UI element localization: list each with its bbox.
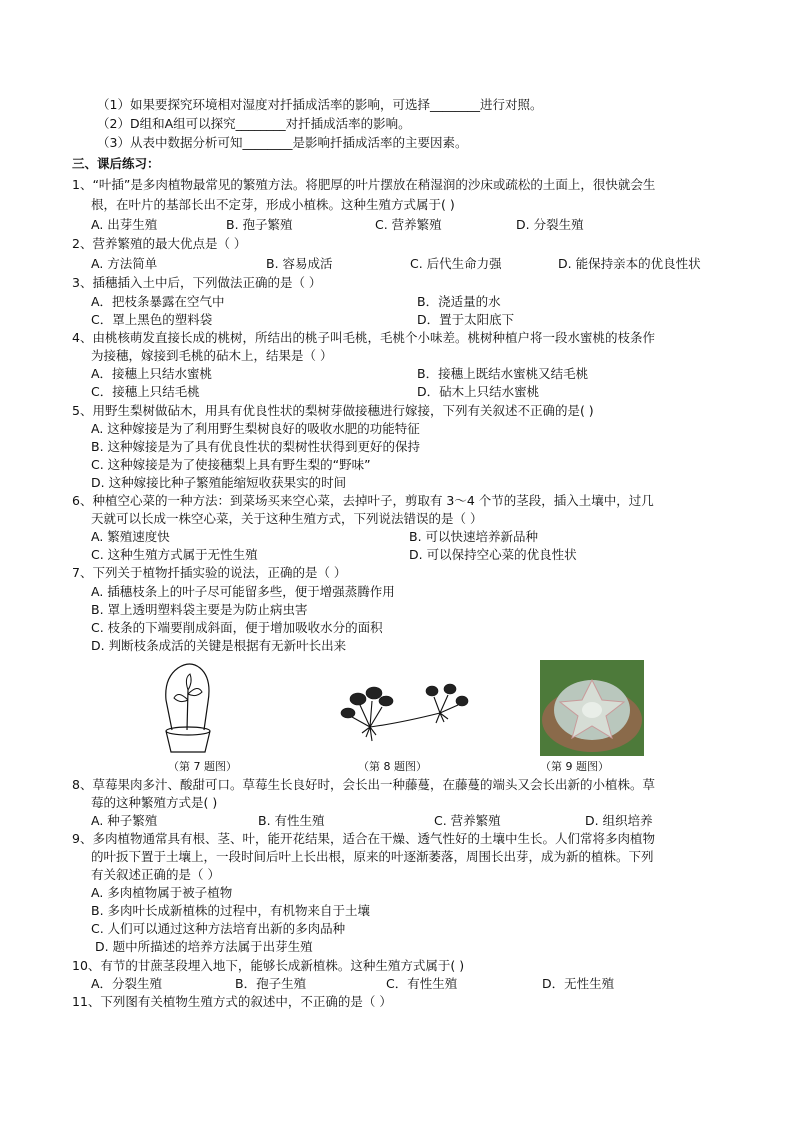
daughter-leaf [426,686,438,696]
q10-option-b: B．孢子生殖 [235,976,307,991]
q5-stem: 5、用野生梨树做砧木，用具有优良性状的梨树芽做接穗进行嫁接，下列有关叙述不正确的是( ) [72,403,594,418]
figure-7-caption: （第 7 题图） [168,760,237,773]
sub-question-3: （3）从表中数据分析可知________是影响扦插成活率的主要因素。 [97,135,468,150]
q3-stem: 3、插穗插入土中后，下列做法正确的是（ ） [72,275,322,290]
q9-option-a: A. 多肉植物属于被子植物 [91,885,233,900]
q8-stem-line1: 8、草莓果肉多汁、酸甜可口。草莓生长良好时，会长出一种藤蔓，在藤蔓的端头又会长出新的小植株。草 [72,777,655,792]
q9-stem-line2: 的叶扳下置于土壤上，一段时间后叶上长出根，原来的叶逐渐萎落，周围长出芽，成为新的植株。下列 [91,849,654,864]
q2-option-b: B. 容易成活 [266,256,333,271]
q8-stem-line2: 莓的这种繁殖方式是( ) [91,795,218,810]
q2-stem: 2、营养繁殖的最大优点是（ ） [72,236,247,251]
q6-option-a: A. 繁殖速度快 [91,529,170,544]
figure-8-strawberry-runner [340,675,475,750]
q1-option-c: C. 营养繁殖 [375,217,442,232]
sub-question-1: （1）如果要探究环境相对湿度对扦插成活率的影响，可选择________进行对照。 [97,97,543,112]
runner-stem [370,713,440,727]
q10-option-c: C．有性生殖 [386,976,458,991]
q7-option-c: C. 枝条的下端要削成斜面，便于增加吸收水分的面积 [91,620,383,635]
parent-leaf [366,687,382,699]
q2-option-a: A. 方法简单 [91,256,158,271]
q9-option-b: B. 多肉叶长成新植株的过程中，有机物来自于土壤 [91,903,371,918]
q1-option-a: A. 出芽生殖 [91,217,158,232]
q1-option-d: D. 分裂生殖 [516,217,584,232]
section-title: 三、课后练习： [72,156,160,171]
q11-stem: 11、下列图有关植物生殖方式的叙述中，不正确的是（ ） [72,994,392,1009]
q7-stem: 7、下列关于植物扦插实验的说法，正确的是（ ） [72,565,347,580]
q3-option-d: D．置于太阳底下 [417,312,515,327]
q9-stem-line1: 9、多肉植物通常具有根、茎、叶，能开花结果，适合在干燥、透气性好的土壤中生长。人们常将多肉植物 [72,831,655,846]
q8-option-a: A. 种子繁殖 [91,813,158,828]
q9-option-d: D. 题中所描述的培养方法属于出芽生殖 [95,939,313,954]
q5-option-d: D. 这种嫁接比种子繁殖能缩短收获果实的时间 [91,475,347,490]
parent-roots [362,727,376,741]
q5-option-c: C. 这种嫁接是为了使接穗梨上具有野生梨的“野味” [91,457,371,472]
q6-option-c: C. 这种生殖方式属于无性生殖 [91,547,258,562]
q1-stem-line1: 1、“叶插”是多肉植物最常见的繁殖方法。将肥厚的叶片摆放在稍湿润的沙床或疏松的土面上，很快就会生 [72,177,656,192]
leaf-right [188,688,202,695]
leaf-left [174,694,188,701]
q4-option-d: D．砧木上只结水蜜桃 [417,384,540,399]
q1-option-b: B. 孢子繁殖 [226,217,293,232]
q2-option-c: C. 后代生命力强 [410,256,502,271]
figure-9-succulent-photo [540,660,644,756]
q4-option-a: A．接穗上只结水蜜桃 [91,366,213,381]
q8-option-b: B. 有性生殖 [258,813,325,828]
parent-leaf [341,708,355,718]
q6-stem-line1: 6、种植空心菜的一种方法：到菜场买来空心菜，去掉叶子，剪取有 3～4 个节的茎段，插入土壤中，过几 [72,493,654,508]
rosette-center [582,702,602,718]
q6-stem-line2: 天就可以长成一株空心菜，关于这种生殖方式，下列说法错误的是（ ） [91,511,483,526]
sub-question-2: （2）D组和A组可以探究________对扦插成活率的影响。 [97,116,411,131]
q10-option-a: A．分裂生殖 [91,976,163,991]
daughter-leaf [444,684,456,694]
q2-option-d: D. 能保持亲本的优良性状 [558,256,701,271]
q3-option-c: C．罩上黑色的塑料袋 [91,312,213,327]
q7-option-d: D. 判断枝条成活的关键是根据有无新叶长出来 [91,638,347,653]
q5-option-b: B. 这种嫁接是为了具有优良性状的梨树性状得到更好的保持 [91,439,421,454]
q8-option-c: C. 营养繁殖 [434,813,501,828]
q4-option-c: C．接穗上只结毛桃 [91,384,200,399]
daughter-roots [436,713,448,723]
leaf-top [186,674,191,690]
q3-option-a: A．把枝条暴露在空气中 [91,294,225,309]
q5-option-a: A. 这种嫁接是为了利用野生梨树良好的吸收水肥的功能特征 [91,421,420,436]
daughter-leaf [456,696,468,706]
parent-leaf [379,696,393,706]
q6-option-b: B. 可以快速培养新品种 [409,529,539,544]
figure-8-caption: （第 8 题图） [358,760,427,773]
q4-stem-line1: 4、由桃核萌发直接长成的桃树，所结出的桃子叫毛桃，毛桃个小味差。桃树种植户将一段水蜜桃的枝条作 [72,330,655,345]
parent-leaf [350,693,366,705]
figure-7-cutting-pot [158,660,218,755]
pot-rim [166,727,210,735]
daughter-stems [434,695,458,713]
q7-option-a: A. 插穗枝条上的叶子尽可能留多些，便于增强蒸腾作用 [91,584,395,599]
figure-9-caption: （第 9 题图） [540,760,609,773]
q10-option-d: D．无性生殖 [542,976,615,991]
q6-option-d: D. 可以保持空心菜的优良性状 [409,547,577,562]
q9-stem-line3: 有关叙述正确的是（ ） [91,867,220,882]
q8-option-d: D. 组织培养 [585,813,653,828]
cutting-stem [187,690,188,730]
q3-option-b: B．浇适量的水 [417,294,501,309]
q7-option-b: B. 罩上透明塑料袋主要是为防止病虫害 [91,602,308,617]
q9-option-c: C. 人们可以通过这种方法培育出新的多肉品种 [91,921,346,936]
q1-stem-line2: 根，在叶片的基部长出不定芽，形成小植株。这种生殖方式属于( ) [91,197,455,212]
q4-stem-line2: 为接穗，嫁接到毛桃的砧木上，结果是（ ） [91,348,333,363]
q4-option-b: B．接穗上既结水蜜桃又结毛桃 [417,366,589,381]
q10-stem: 10、有节的甘蔗茎段埋入地下，能够长成新植株。这种生殖方式属于( ) [72,958,465,973]
